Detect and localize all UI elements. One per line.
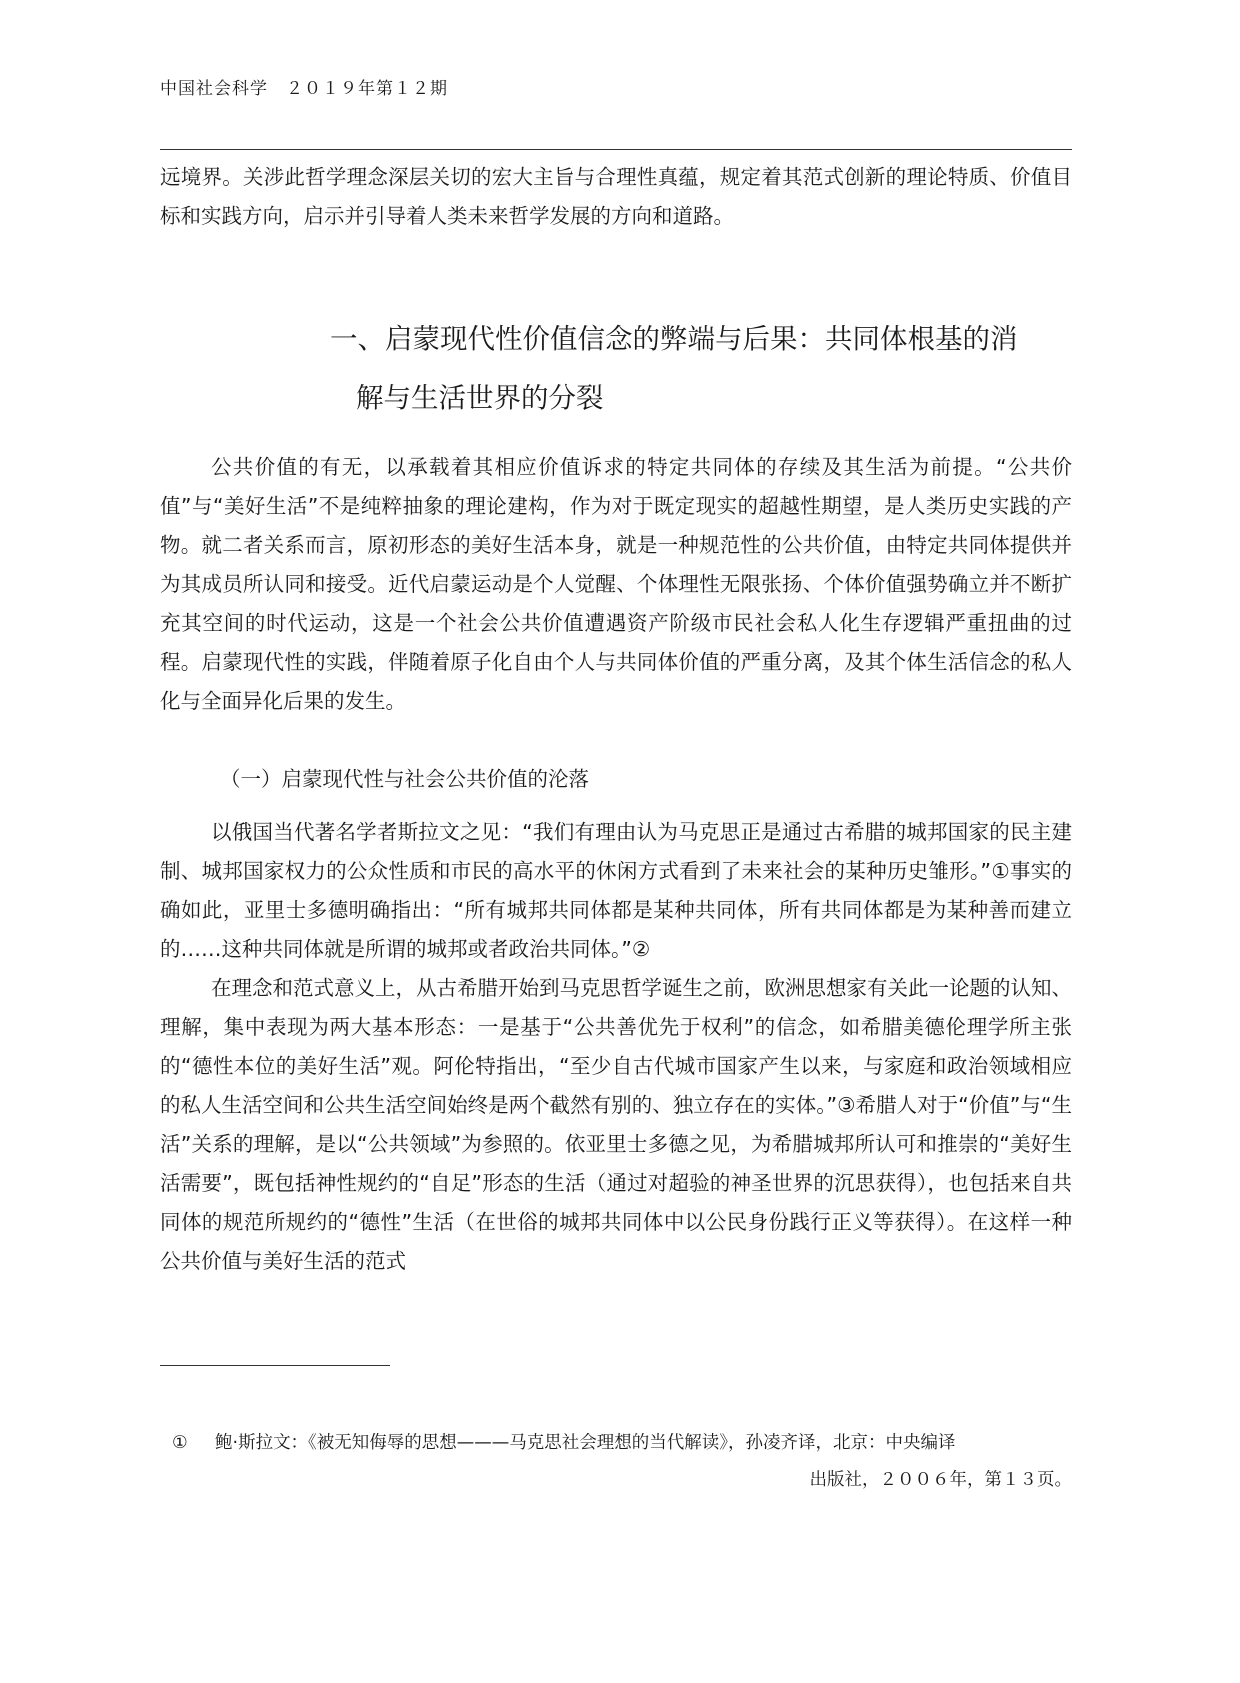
intro-paragraph: 远境界。关涉此哲学理念深层关切的宏大主旨与合理性真蕴，规定着其范式创新的理论特质、价值目标和实践方向，启示并引导着人类未来哲学发展的方向和道路。 bbox=[160, 165, 1072, 228]
subsection-heading: （一）启蒙现代性与社会公共价值的沦落 bbox=[220, 767, 589, 791]
section-heading-line2: 解与生活世界的分裂 bbox=[356, 382, 604, 414]
section-heading-line1: 一、启蒙现代性价值信念的弊端与后果：共同体根基的消 bbox=[330, 323, 1018, 355]
footnote-divider bbox=[160, 1365, 390, 1366]
footnote bbox=[160, 1425, 1072, 1499]
running-header: 中国社会科学 ２０１９年第１２期 bbox=[160, 79, 448, 99]
footnote-line2: 出版社，２００６年，第１３页。 bbox=[809, 1470, 1072, 1490]
body-paragraph-3: 在理念和范式意义上，从古希腊开始到马克思哲学诞生之前，欧洲思想家有关此一论题的认知、理解，集中表现为两大基本形态：一是基于“公共善优先于权利”的信念，如希腊美德伦理学所主张的“德性本位的美好生活”观。阿伦特指出，“至少自古代城市国家产生以来，与家庭和政治领域相应的私人生活空间和公共生活空间始终是两个截然有别的、独立存在的实体。”③希腊人对于“价值”与“生活”关系的理解，是以“公共领域”为参照的。依亚里士多德之见，为希腊城邦所认可和推崇的“美好生活需要”，既包括神性规约的“自足”形态的生活（通过对超验的神圣世界的沉思获得），也包括来自共同体的规范所规约的“德性”生活（在世俗的城邦共同体中以公民身份践行正义等获得）。在这样一种公共价值与美好生活的范式 bbox=[160, 976, 1072, 1273]
footnote-line1: 鲍·斯拉文：《被无知侮辱的思想———马克思社会理想的当代解读》，孙凌齐译，北京：中央编译 bbox=[215, 1433, 956, 1453]
body-paragraph-2: 以俄国当代著名学者斯拉文之见：“我们有理由认为马克思正是通过古希腊的城邦国家的民主建制、城邦国家权力的公众性质和市民的高水平的休闲方式看到了未来社会的某种历史雏形。”①事实的确如此，亚里士多德明确指出：“所有城邦共同体都是某种共同体，所有共同体都是为某种善而建立的……这种共同体就是所谓的城邦或者政治共同体。”② bbox=[160, 820, 1072, 961]
body-paragraph-1: 公共价值的有无，以承载着其相应价值诉求的特定共同体的存续及其生活为前提。“公共价值”与“美好生活”不是纯粹抽象的理论建构，作为对于既定现实的超越性期望，是人类历史实践的产物。就二者关系而言，原初形态的美好生活本身，就是一种规范性的公共价值，由特定共同体提供并为其成员所认同和接受。近代启蒙运动是个人觉醒、个体理性无限张扬、个体价值强势确立并不断扩充其空间的时代运动，这是一个社会公共价值遭遇资产阶级市民社会私人化生存逻辑严重扭曲的过程。启蒙现代性的实践，伴随着原子化自由个人与共同体价值的严重分离，及其个体生活信念的私人化与全面异化后果的发生。 bbox=[160, 455, 1072, 713]
header-divider bbox=[160, 149, 1072, 150]
footnote-marker: ① bbox=[172, 1433, 188, 1453]
section-heading bbox=[330, 310, 1090, 428]
